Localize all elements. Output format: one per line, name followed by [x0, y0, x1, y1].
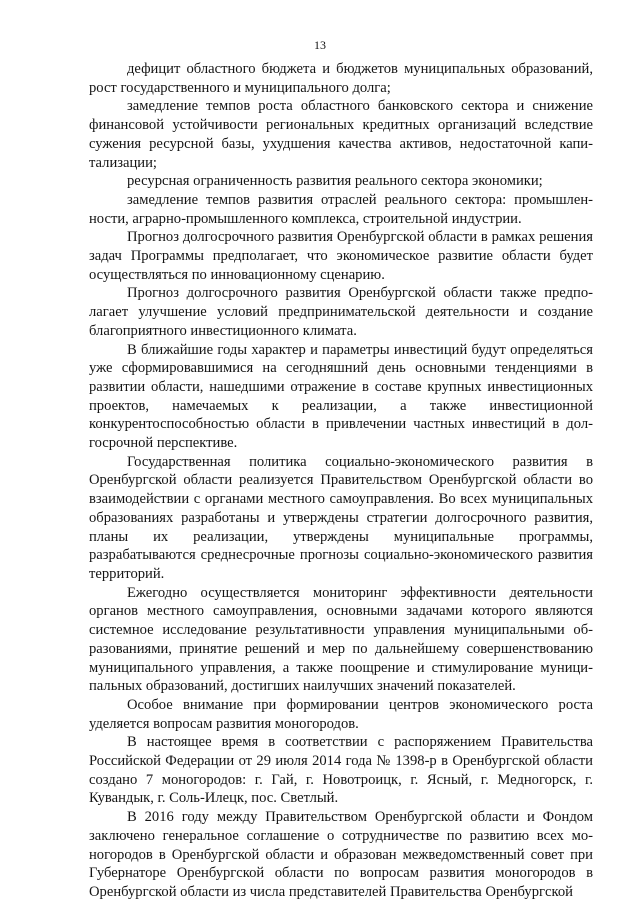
paragraph-innovation-scenario: Прогноз долгосрочного развития Оренбургской области в рамках решения задач Программы предполагает, что экономическое развитие области будет осуществляться по инновационному сценарию. — [89, 229, 593, 283]
paragraph-budget-deficit: дефицит областного бюджета и бюджетов муниципальных образований, рост государственного и муниципального долга; — [89, 61, 593, 96]
paragraph-monotowns-list: В настоящее время в соответствии с распоряжением Правительства Российской Федерации от 29 июля 2014 года № 1398-р в Оренбургской области создано 7 моногородов: г. Гай, г. Новотроицк, г. Ясный, г. Медногорск, г. Кувандык, г. Соль-Илецк, пос. Светлый. — [89, 734, 593, 807]
document-text — [89, 60, 593, 902]
paragraph-state-policy: Государственная политика социально-экономического развития в Оренбургской области реализуется Правительством Оренбургской области во взаимодействии с органами местного самоуправления. Во всех муниципальных образованиях разработаны и утверждены стратегии долгосрочного развития, планы их реализации, утверждены муниципальные программы, разрабатываются среднесрочные прогнозы социально-экономического развития территорий. — [89, 453, 593, 582]
paragraph-investment-climate: Прогноз долгосрочного развития Оренбургской области также предполагает улучшение условий предпринимательской деятельности и создание благоприятного инвестиционного климата. — [89, 285, 593, 339]
paragraph-growth-centers: Особое внимание при формировании центров экономического роста уделяется вопросам развития моногородов. — [89, 696, 593, 732]
paragraph-resource-limits: ресурсная ограниченность развития реального сектора экономики; — [127, 173, 543, 190]
paragraph-monitoring: Ежегодно осуществляется мониторинг эффективности деятельности органов местного самоуправления, основными задачами которого являются системное исследование результативности управления муниципальными образованиями, принятие решений и мер по дальнейшему совершенствованию муниципального управления, а также поощрение и стимулирование муниципальных образований, достигших наилучших значений показателей. — [89, 584, 593, 695]
paragraph-real-sector: замедление темпов развития отраслей реального сектора: промышленности, аграрно-промышленного комплекса, строительной индустрии. — [89, 191, 593, 227]
paragraph-investment-trends: В ближайшие годы характер и параметры инвестиций будут определяться уже сформировавшимися на сегодняшний день основными тенденциями в развитии области, нашедшими отражение в составе крупных инвестиционных проектов, намечаемых к реализации, а также инвестиционной конкурентоспособностью области в привлечении частных инвестиций в долгосрочной перспективе. — [89, 341, 593, 452]
page-number: 13 — [314, 38, 326, 52]
paragraph-banking-sector: замедление темпов роста областного банковского сектора и снижение финансовой устойчивости региональных кредитных организаций вследствие сужения ресурсной базы, ухудшения качества активов, недостаточной капитализации; — [89, 98, 593, 171]
paragraph-agreement-2016: В 2016 году между Правительством Оренбургской области и Фондом заключено генеральное соглашение о сотрудничестве по развитию всех моногородов в Оренбургской области и образован межведомственный совет при Губернаторе Оренбургской области по вопросам развития моногородов в Оренбургской области из числа представителей Правительства Оренбургской — [89, 809, 593, 900]
